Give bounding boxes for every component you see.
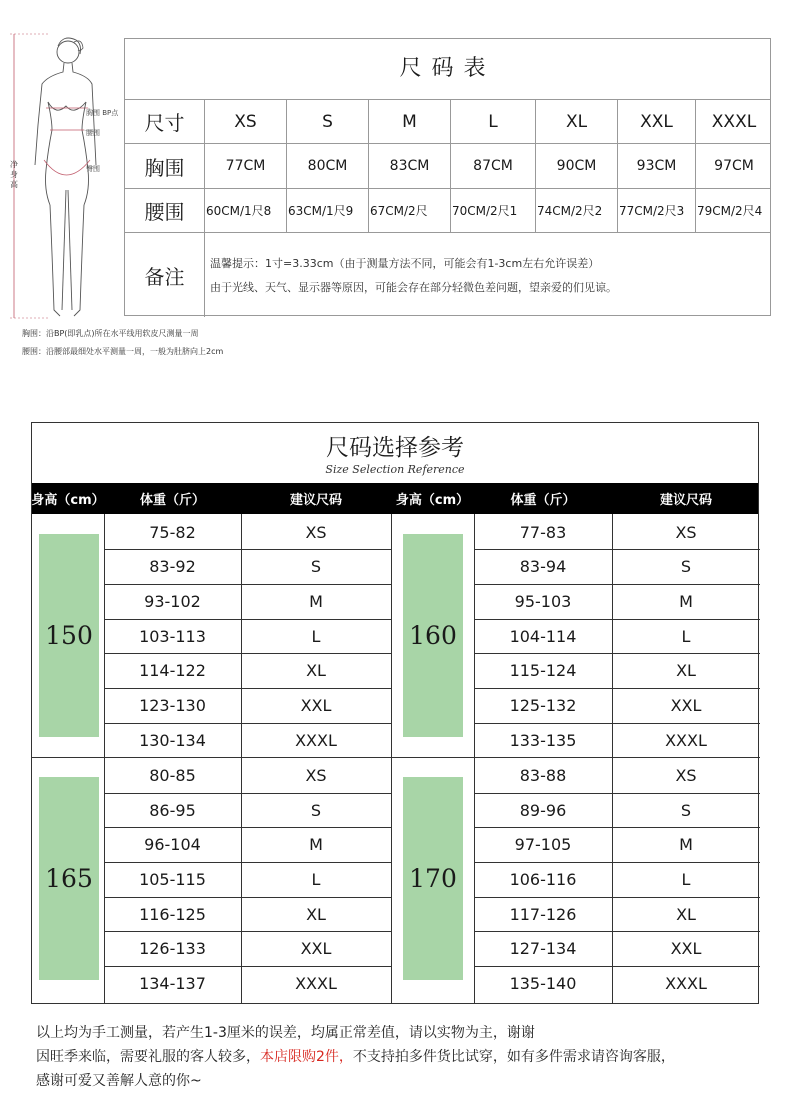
height-150-box: 150 xyxy=(39,534,99,737)
size-cell: S xyxy=(310,556,322,576)
weight-cell: 133-135 xyxy=(509,730,577,750)
size-cell: XXXL xyxy=(665,973,707,993)
weight-cell: 77-83 xyxy=(519,522,567,542)
woman-silhouette-icon xyxy=(8,30,120,322)
waist-measure-note: 腰围：沿腰部最细处水平测量一周，一般为肚脐向上2cm xyxy=(22,347,224,356)
weight-cell: 105-115 xyxy=(139,869,206,889)
footer-text: 因旺季来临，需要礼服的客人较多， xyxy=(36,1049,260,1065)
weight-cell: 83-94 xyxy=(519,556,567,576)
size-cell: L xyxy=(681,869,691,889)
weight-cell: 115-124 xyxy=(509,660,577,680)
waist-cell: 63CM/1尺9 xyxy=(286,189,368,232)
footer-notice xyxy=(36,1021,776,1093)
weight-cell: 130-134 xyxy=(139,730,206,750)
size-cell: XXL xyxy=(670,695,702,715)
size-cell: XS xyxy=(675,765,697,785)
size-cell: XL xyxy=(535,100,617,143)
weight-cell: 75-82 xyxy=(149,522,196,542)
size-cell: M xyxy=(679,591,693,611)
size-cell: XXL xyxy=(670,938,702,958)
waist-label: 腰围 xyxy=(86,129,100,137)
size-cell: M xyxy=(309,834,323,854)
weight-cell: 114-122 xyxy=(139,660,206,680)
bust-point-label: 胸围 BP点 xyxy=(86,109,119,117)
size-cell: S xyxy=(310,800,322,820)
bust-cell: 80CM xyxy=(286,144,368,188)
weight-cell: 93-102 xyxy=(144,591,201,611)
size-cell: L xyxy=(311,869,321,889)
size-cell: XL xyxy=(676,904,696,924)
size-chart-table xyxy=(124,38,771,316)
header-size: 建议尺码 xyxy=(659,493,712,508)
size-cell: L xyxy=(450,100,535,143)
bust-cell: 93CM xyxy=(617,144,695,188)
waist-cell: 70CM/2尺1 xyxy=(450,189,535,232)
weight-cell: 106-116 xyxy=(509,869,577,889)
size-cell: XXL xyxy=(617,100,695,143)
size-cell: XL xyxy=(306,660,326,680)
size-cell: XL xyxy=(676,660,696,680)
size-cell: M xyxy=(309,591,323,611)
size-cell: S xyxy=(680,556,692,576)
size-cell: L xyxy=(311,626,321,646)
size-cell: M xyxy=(368,100,450,143)
weight-cell: 83-88 xyxy=(519,765,567,785)
height-160-box: 160 xyxy=(403,534,463,737)
size-cell: XS xyxy=(305,522,327,542)
size-cell: M xyxy=(679,834,693,854)
bust-cell: 90CM xyxy=(535,144,617,188)
bust-cell: 77CM xyxy=(204,144,286,188)
weight-cell: 135-140 xyxy=(509,973,577,993)
weight-cell: 96-104 xyxy=(144,834,201,854)
weight-cell: 80-85 xyxy=(149,765,196,785)
bust-row-label: 胸围 xyxy=(144,155,185,180)
notes-row xyxy=(125,232,770,317)
header-size: 建议尺码 xyxy=(289,493,342,508)
waist-cell: 67CM/2尺 xyxy=(368,189,450,232)
weight-cell: 83-92 xyxy=(149,556,196,576)
grid-line xyxy=(391,514,392,1004)
size-cell: XS xyxy=(204,100,286,143)
weight-cell: 103-113 xyxy=(139,626,206,646)
size-chart-title: 尺码表 xyxy=(399,56,496,81)
weight-cell: 126-133 xyxy=(139,938,206,958)
weight-cell: 117-126 xyxy=(509,904,577,924)
size-row xyxy=(125,99,770,143)
net-height-label: 净身高 xyxy=(10,160,18,189)
footer-line: 以上均为手工测量，若产生1-3厘米的误差，均属正常差值，请以实物为主，谢谢 xyxy=(36,1025,535,1041)
notes-line: 由于光线、天气、显示器等原因，可能会存在部分轻微色差问题，望亲爱的们见谅。 xyxy=(210,281,617,294)
bust-cell: 87CM xyxy=(450,144,535,188)
size-cell: XXL xyxy=(300,695,332,715)
height-165-box: 165 xyxy=(39,777,99,980)
footer-text: 不支持拍多件货比试穿，如有多件需求请咨询客服， xyxy=(352,1049,675,1065)
footer-line xyxy=(36,1045,776,1069)
size-cell: XXXL xyxy=(295,973,337,993)
weight-cell: 123-130 xyxy=(139,695,206,715)
notes-content xyxy=(204,233,770,317)
weight-cell: 86-95 xyxy=(149,800,196,820)
notes-row-label: 备注 xyxy=(144,264,185,289)
height-170-box: 170 xyxy=(403,777,463,980)
weight-cell: 104-114 xyxy=(509,626,577,646)
size-cell: S xyxy=(286,100,368,143)
reference-header-row xyxy=(32,483,758,514)
bust-row xyxy=(125,143,770,188)
waist-row xyxy=(125,188,770,232)
bust-cell: 97CM xyxy=(695,144,772,188)
reference-subtitle: Size Selection Reference xyxy=(325,463,465,476)
size-cell: XS xyxy=(675,522,697,542)
size-cell: XXXL xyxy=(665,730,707,750)
size-cell: XXXL xyxy=(295,730,337,750)
size-cell: XXL xyxy=(300,938,332,958)
notes-line: 温馨提示：1寸=3.33cm（由于测量方法不同，可能会有1-3cm左右允许误差） xyxy=(210,257,600,270)
waist-cell: 77CM/2尺3 xyxy=(617,189,695,232)
weight-cell: 125-132 xyxy=(509,695,577,715)
body-measurement-figure xyxy=(8,30,120,322)
size-cell: XL xyxy=(306,904,326,924)
waist-cell: 74CM/2尺2 xyxy=(535,189,617,232)
weight-cell: 89-96 xyxy=(519,800,567,820)
weight-cell: 127-134 xyxy=(509,938,577,958)
header-weight: 体重（斤） xyxy=(139,493,205,508)
header-height: 身高（cm） xyxy=(31,493,105,508)
bust-cell: 83CM xyxy=(368,144,450,188)
weight-cell: 134-137 xyxy=(139,973,206,993)
hip-label: 臀围 xyxy=(86,165,100,173)
size-cell: XXXL xyxy=(695,100,772,143)
waist-cell: 60CM/1尺8 xyxy=(204,189,286,232)
header-weight: 体重（斤） xyxy=(510,493,576,508)
purchase-limit-highlight: 本店限购2件， xyxy=(260,1049,353,1065)
weight-cell: 97-105 xyxy=(514,834,572,854)
waist-cell: 79CM/2尺4 xyxy=(695,189,772,232)
footer-line: 感谢可爱又善解人意的你~ xyxy=(36,1073,202,1089)
size-reference-table xyxy=(31,422,759,1004)
size-cell: L xyxy=(681,626,691,646)
size-cell: XS xyxy=(305,765,327,785)
size-cell: S xyxy=(680,800,692,820)
reference-title: 尺码选择参考 xyxy=(326,435,464,461)
weight-cell: 116-125 xyxy=(139,904,206,924)
size-row-label: 尺寸 xyxy=(144,111,185,135)
weight-cell: 95-103 xyxy=(514,591,572,611)
bust-measure-note: 胸围：沿BP(即乳点)所在水平线用软皮尺测量一周 xyxy=(22,329,199,338)
waist-row-label: 腰围 xyxy=(144,200,185,224)
header-height: 身高（cm） xyxy=(395,493,470,508)
